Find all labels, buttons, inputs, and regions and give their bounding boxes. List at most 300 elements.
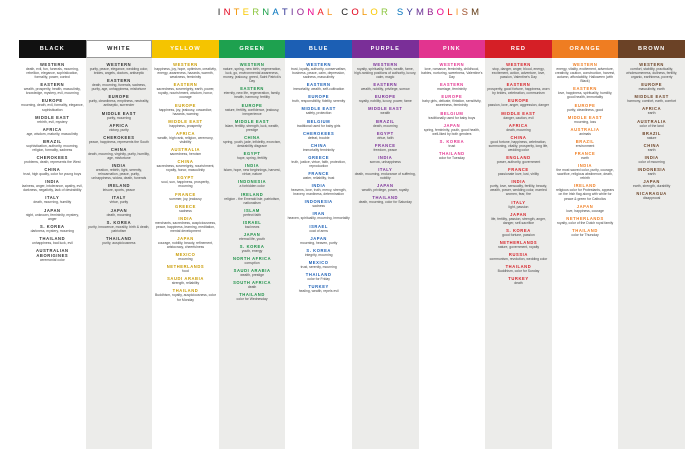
region-name: INDONESIA <box>637 166 666 172</box>
title-letter: N <box>307 7 318 18</box>
region-name: ITALY <box>511 199 526 205</box>
region-meaning: death, mourning, virginity, purity, humility, age, misfortune <box>88 151 150 160</box>
region-meaning: laziness, anger, intolerance, apathy, evil, darkness, negativity, lack of desirability <box>21 184 83 193</box>
region-meaning: death <box>247 285 257 290</box>
list-item <box>620 119 683 128</box>
region-meaning: peace, happiness, represents the South <box>88 139 149 144</box>
region-meaning: love, romance, femininity, childhood, babies, nurturing, sweetness, Valentine's Day <box>421 67 483 80</box>
list-item <box>287 106 350 115</box>
region-name: WESTERN <box>439 62 465 67</box>
list-item <box>287 199 350 208</box>
list-item <box>221 268 284 277</box>
region-name: AFRICA <box>642 106 662 112</box>
list-item <box>88 208 151 217</box>
region-name: BRAZIL <box>42 138 62 144</box>
region-name: ISRAEL <box>242 219 262 225</box>
column-body <box>352 58 419 449</box>
region-meaning: safety, protection <box>305 111 332 116</box>
region-name: FRANCE <box>574 150 596 156</box>
column-header: YELLOW <box>152 40 219 58</box>
column-yellow <box>152 40 219 449</box>
column-body <box>86 58 153 449</box>
list-item <box>554 183 617 200</box>
list-item <box>21 224 84 233</box>
title-letter: O <box>370 7 381 18</box>
region-name: IRELAND <box>107 183 131 189</box>
region-meaning: leisure, sports, peace <box>102 188 135 193</box>
region-meaning: nature, government, royalty <box>497 244 540 249</box>
region-name: JAPAN <box>443 122 461 128</box>
region-meaning: communism, revolution, wedding color <box>489 256 548 261</box>
region-name: AUSTRALIAN ABORIGINES <box>35 247 69 258</box>
region-name: EUROPE <box>41 98 63 104</box>
region-meaning: wealth, prosperity, health, masculinity, knowledge, mystery, evil, mourning <box>23 87 81 96</box>
list-item <box>620 94 683 103</box>
region-name: FRANCE <box>374 142 396 148</box>
region-name: EUROPE <box>508 98 529 104</box>
region-meaning: marriage, femininity <box>437 87 467 92</box>
column-blue <box>285 40 352 449</box>
list-item <box>287 248 350 257</box>
region-meaning: Islam, fertility, strength, luck, wealth, prestige <box>224 123 280 132</box>
region-name: BELGIUM <box>440 110 464 116</box>
region-name: MIDDLE EAST <box>301 106 336 112</box>
region-name: S. KOREA <box>40 223 65 229</box>
region-name: WESTERN <box>106 62 132 67</box>
region-name: IRAN <box>312 211 325 217</box>
list-item <box>287 236 350 245</box>
region-meaning: soul, sun, happiness, prosperity, mourning <box>161 180 210 189</box>
region-meaning: healing, wealth, repels evil <box>298 288 339 293</box>
region-meaning: life, fertility, passion, strength, anger, danger, self-sacrifice <box>491 216 546 225</box>
region-name: CHINA <box>110 146 127 152</box>
region-meaning: mourning <box>178 257 193 262</box>
region-name: WESTERN <box>306 62 331 67</box>
region-meaning: courage, nobility, beauty, refinement, aristocracy, cheerfulness <box>157 240 214 250</box>
title-letter: A <box>317 7 327 18</box>
list-item <box>221 244 284 253</box>
list-item <box>21 62 84 79</box>
region-name: EUROPE <box>108 94 130 100</box>
region-name: CHINA <box>510 134 527 140</box>
column-header: BLUE <box>285 40 352 58</box>
list-item <box>21 179 84 192</box>
region-meaning: color for Tuesday <box>438 155 465 160</box>
list-item <box>154 204 217 213</box>
list-item <box>88 220 151 233</box>
list-item <box>554 86 617 99</box>
list-item <box>421 123 484 136</box>
region-meaning: traditionally used for baby boys <box>428 115 476 120</box>
region-meaning: traditional used for baby girls <box>296 123 341 128</box>
list-item <box>287 211 350 220</box>
region-name: WESTERN <box>572 62 598 67</box>
region-meaning: purity, auspiciousness <box>102 240 136 245</box>
region-name: INDONESIA <box>238 179 267 185</box>
list-item <box>354 195 417 204</box>
region-name: EASTERN <box>573 86 597 92</box>
region-meaning: trust, high quality, color for young boys <box>23 172 82 177</box>
list-item <box>354 131 417 140</box>
list-item <box>154 236 217 249</box>
region-name: SAUDI ARABIA <box>233 268 271 274</box>
list-item <box>221 103 284 116</box>
region-name: INDIA <box>577 163 593 169</box>
list-item <box>88 163 151 180</box>
region-meaning: heaven, spirituality, mourning, immortality <box>287 216 350 221</box>
region-name: THAILAND <box>372 195 399 201</box>
column-brown <box>618 40 685 449</box>
region-name: EUROPE <box>374 94 396 100</box>
region-meaning: royalty, nobility, luxury, power, fame <box>358 99 412 104</box>
list-item <box>88 123 151 132</box>
region-name: FRANCE <box>308 171 329 177</box>
region-name: AFRICA <box>508 122 528 128</box>
region-name: WESTERN <box>239 62 265 67</box>
region-meaning: death, mourning, funerals, sadness, purity, age, unhappiness, misfortune <box>91 83 147 92</box>
list-item <box>487 135 550 152</box>
title-letter: I <box>290 7 297 18</box>
region-name: WESTERN <box>639 62 664 67</box>
region-name: THAILAND <box>572 227 598 233</box>
list-item <box>21 139 84 152</box>
region-name: INDIA <box>45 179 60 185</box>
region-name: MIDDLE EAST <box>101 110 137 116</box>
region-name: GREECE <box>308 154 330 160</box>
list-item <box>620 82 683 91</box>
region-meaning: creation, rebirth, light, serenity, reincarnation, peace, purity, unhappiness, widow, death, funerals <box>91 168 147 181</box>
list-item <box>221 163 284 176</box>
color-table <box>19 40 685 449</box>
region-name: MIDDLE EAST <box>567 114 603 120</box>
region-name: BRAZIL <box>375 118 395 124</box>
list-item <box>554 163 617 180</box>
list-item <box>487 276 550 285</box>
region-meaning: earth <box>647 147 656 152</box>
region-meaning: coat of arms <box>309 228 328 233</box>
list-item <box>154 288 217 301</box>
region-name: JAPAN <box>243 231 261 237</box>
page-title <box>0 7 700 18</box>
list-item <box>354 82 417 91</box>
region-meaning: earth, strength, durability <box>632 184 671 189</box>
list-item <box>154 62 217 79</box>
region-meaning: bad news <box>244 224 260 229</box>
list-item <box>221 119 284 132</box>
column-body <box>219 58 286 449</box>
region-meaning: comfort, stability, practicality, wholesomeness, dullness, fertility, organic, earthiness, poverty <box>626 67 678 80</box>
region-name: IRELAND <box>573 183 597 189</box>
region-name: NETHERLANDS <box>166 264 205 270</box>
region-meaning: religion - the Emerald isle, patriotism, nationalism <box>224 196 280 205</box>
region-name: CHINA <box>643 142 660 148</box>
list-item <box>154 131 217 144</box>
list-item <box>287 284 350 293</box>
region-name: EASTERN <box>240 86 264 92</box>
region-meaning: hope, spring, fertility <box>236 156 268 161</box>
region-name: MEXICO <box>308 259 329 265</box>
region-meaning: color for Wednesday <box>236 297 268 302</box>
region-meaning: color of mourning <box>638 159 665 164</box>
list-item <box>487 123 550 132</box>
region-meaning: wealth, prestige <box>240 273 264 278</box>
list-item <box>21 167 84 176</box>
region-name: MIDDLE EAST <box>501 110 536 116</box>
region-name: INDIA <box>178 215 193 221</box>
list-item <box>287 94 350 103</box>
region-meaning: eternal life, youth <box>239 236 265 241</box>
region-name: EASTERN <box>40 82 65 88</box>
region-meaning: purity, cleanliness, good <box>566 107 604 112</box>
list-item <box>487 240 550 249</box>
region-name: CHEROKEES <box>303 130 335 136</box>
region-name: CHINA <box>177 159 194 165</box>
list-item <box>421 151 484 160</box>
list-item <box>620 167 683 176</box>
region-name: JAPAN <box>110 207 128 213</box>
region-meaning: nature <box>646 135 657 140</box>
list-item <box>287 272 350 281</box>
region-name: S. KOREA <box>506 227 531 233</box>
region-meaning: darkness, mystery, mourning <box>30 228 74 233</box>
region-name: S. KOREA <box>106 219 132 225</box>
title-letter: T <box>281 7 291 18</box>
region-meaning: unhappiness, bad luck, evil <box>31 240 73 245</box>
region-meaning: rebirth, evil, mystery <box>37 119 68 124</box>
title-letter: O <box>296 7 308 18</box>
list-item <box>21 115 84 124</box>
region-meaning: purity, innocence, morality, birth & death, patriotism <box>88 224 150 233</box>
region-name: MIDDLE EAST <box>634 94 669 100</box>
region-meaning: sadness <box>312 204 325 209</box>
region-meaning: religious color for Protestants, appears on the Irish flag along with white for peace & green for Catholics <box>556 188 615 201</box>
list-item <box>221 86 284 99</box>
region-name: NORTH AFRICA <box>232 256 272 262</box>
region-name: TURKEY <box>308 283 329 289</box>
list-item <box>354 143 417 152</box>
list-item <box>221 62 284 83</box>
list-item <box>287 155 350 168</box>
region-name: EUROPE <box>641 82 663 88</box>
list-item <box>88 147 151 160</box>
region-meaning: death, mourning <box>106 212 132 217</box>
list-item <box>154 175 217 188</box>
list-item <box>354 155 417 164</box>
list-item <box>154 82 217 99</box>
list-item <box>287 119 350 128</box>
list-item <box>21 98 84 111</box>
title-letter: M <box>416 7 428 18</box>
region-meaning: love, happiness, courage <box>566 208 604 213</box>
region-meaning: environment <box>575 143 595 148</box>
title-letter: L <box>326 7 336 18</box>
region-name: WESTERN <box>39 62 65 67</box>
list-item <box>487 228 550 237</box>
list-item <box>154 147 217 156</box>
title-letter: M <box>471 7 483 18</box>
column-header: PINK <box>419 40 486 58</box>
region-name: EUROPE <box>441 94 463 100</box>
region-name: NICARAGUA <box>636 191 667 197</box>
title-letter: I <box>217 7 224 18</box>
region-meaning: earth <box>647 111 656 116</box>
column-header: GREEN <box>219 40 286 58</box>
list-item <box>487 98 550 107</box>
region-meaning: death, mourning <box>373 123 398 128</box>
region-name: ITALY <box>378 166 393 172</box>
list-item <box>88 78 151 91</box>
region-meaning: strength, reliability <box>171 281 200 286</box>
region-name: SOUTH AFRICA <box>233 280 272 286</box>
region-meaning: Islam, hope, new beginnings, harvest, virtue, nature <box>223 168 281 177</box>
list-item <box>221 280 284 289</box>
title-letter: C <box>341 7 352 18</box>
region-meaning: food <box>182 269 189 274</box>
list-item <box>88 195 151 204</box>
list-item <box>154 264 217 273</box>
region-name: NETHERLANDS <box>566 215 604 221</box>
region-meaning: eternity, new life, regeneration, family, health, harmony, fertility <box>223 91 281 100</box>
region-meaning: wealth <box>380 111 391 116</box>
region-name: EASTERN <box>373 82 398 88</box>
region-meaning: merchants, sacredness, auspiciousness, peace, happiness, learning, meditation, mental development <box>154 220 217 233</box>
list-item <box>554 216 617 225</box>
list-item <box>354 106 417 115</box>
column-body <box>419 58 486 449</box>
region-name: S. KOREA <box>239 243 265 249</box>
list-item <box>88 111 151 120</box>
region-name: CHINA <box>310 142 327 148</box>
region-meaning: prosperity, good fortune, happiness, worn by brides, celebration, communism <box>487 87 550 96</box>
list-item <box>21 155 84 164</box>
region-meaning: wealth, high rank, religion, ceremony, visibility <box>157 135 214 144</box>
list-item <box>620 62 683 79</box>
region-meaning: summer, joy, jealousy <box>169 196 202 201</box>
region-name: AFRICA <box>175 130 196 136</box>
list-item <box>21 82 84 95</box>
region-name: GREECE <box>175 203 196 209</box>
column-pink <box>419 40 486 449</box>
region-meaning: nature, spring, new birth, regeneration, luck, go, environmental awareness, money, jealousy, greed, Saint Patrick's Day <box>222 67 282 84</box>
region-name: EGYPT <box>376 130 394 136</box>
list-item <box>620 131 683 140</box>
title-letter: E <box>242 7 253 18</box>
region-name: MIDDLE EAST <box>35 114 70 120</box>
region-name: NETHERLANDS <box>499 239 538 245</box>
region-name: EGYPT <box>243 151 261 157</box>
region-meaning: happiness, joy, hope, optimism, creativity, energy, awareness, hazards, warmth, weakness, femininity <box>154 67 217 80</box>
region-meaning: trust, serenity, mourning <box>300 264 337 269</box>
region-meaning: energy, vitality, excitement, adventure, creativity, caution, construction, harvest, autumn, affordability, Halloween (with Black) <box>555 67 616 84</box>
list-item <box>88 236 151 245</box>
region-name: JAPAN <box>510 211 527 217</box>
region-name: THAILAND <box>39 235 66 241</box>
list-item <box>554 151 617 160</box>
region-meaning: death, mourning, humility <box>33 200 72 205</box>
region-name: INDIA <box>111 163 126 169</box>
list-item <box>287 143 350 152</box>
region-meaning: power, authority, government <box>496 160 541 165</box>
region-meaning: wealth, privilege, power, royalty <box>361 188 409 193</box>
region-name: CHEROKEES <box>103 134 135 140</box>
column-header: PURPLE <box>352 40 419 58</box>
list-item <box>354 167 417 180</box>
title-letter: R <box>252 7 263 18</box>
region-meaning: the most sacred color, purity, courage, sacrifice, religious abstinence, death, rebirth <box>556 168 614 181</box>
region-meaning: night, unknown, femininity, mystery, anger <box>25 212 79 221</box>
region-meaning: purity, cleanliness, emptiness, neutrality, antiseptic, surrender <box>88 99 150 108</box>
list-item <box>554 204 617 213</box>
region-meaning: happiness, prosperity <box>169 123 202 128</box>
region-name: THAILAND <box>106 235 132 241</box>
region-meaning: death, mourning, endurance of suffering, nobility <box>354 171 416 181</box>
region-name: RUSSIA <box>508 251 528 257</box>
region-name: EUROPE <box>308 94 330 100</box>
region-meaning: disapproval <box>642 196 661 201</box>
region-meaning: animals <box>579 131 591 136</box>
region-name: EASTERN <box>439 82 464 88</box>
region-name: BRAZIL <box>575 138 595 144</box>
region-meaning: purity, mourning <box>106 115 131 120</box>
region-meaning: passion, love, anger, aggression, danger <box>487 103 549 108</box>
column-orange <box>552 40 619 449</box>
region-meaning: perfect faith <box>243 212 261 217</box>
region-meaning: mourning, death, evil, formality, elegance, sophistication <box>21 103 84 112</box>
list-item <box>620 179 683 188</box>
list-item <box>421 82 484 91</box>
list-item <box>554 103 617 112</box>
region-name: MIDDLE EAST <box>368 106 403 112</box>
region-meaning: sacredness, sovereignty, earth, power, royalty, nourishment, wisdom, honor, courage <box>156 87 215 100</box>
title-letter: B <box>427 7 437 18</box>
region-meaning: immortality femininity <box>302 147 335 152</box>
region-meaning: royalty, color of the Dutch royal family <box>556 220 614 225</box>
region-meaning: freedom, peace <box>373 147 398 152</box>
region-meaning: wealth, nobility, privilege, sorrow <box>360 87 410 92</box>
title-letter: S <box>461 7 472 18</box>
list-item <box>554 139 617 148</box>
region-name: AUSTRALIA <box>570 126 600 132</box>
region-name: EASTERN <box>506 82 531 88</box>
region-meaning: death, mourning <box>506 127 531 132</box>
region-meaning: baby girls, delicate, flirtation, sensitivity, sweetness, femininity <box>422 99 482 108</box>
region-meaning: color of the land <box>639 123 664 128</box>
region-meaning: Buddhism, royalty, auspiciousness, color for Monday <box>154 293 216 302</box>
region-meaning: earth <box>581 155 589 160</box>
list-item <box>154 103 217 116</box>
region-meaning: age, wisdom, maturity, masculinity <box>26 131 78 136</box>
list-item <box>154 159 217 172</box>
region-meaning: death <box>514 281 523 286</box>
title-letter: L <box>361 7 371 18</box>
region-name: INDIA <box>378 154 393 160</box>
title-letter: N <box>262 7 273 18</box>
region-name: MEXICO <box>175 252 196 258</box>
list-item <box>354 62 417 79</box>
list-item <box>21 248 84 262</box>
list-item <box>221 192 284 205</box>
region-name: EUROPE <box>175 102 196 108</box>
region-meaning: Buddhism, color for Sunday <box>497 269 540 274</box>
list-item <box>287 131 350 140</box>
region-name: JAPAN <box>177 235 194 241</box>
region-meaning: heavens, love, truth, mercy, strength, bravery, manliness, determination <box>290 188 347 197</box>
list-item <box>421 62 484 79</box>
region-meaning: nature, fertility, confidence, jealousy, inexperience <box>224 107 280 116</box>
region-name: INDIA <box>511 179 526 185</box>
column-body <box>618 58 685 449</box>
region-meaning: harmony, comfort, earth, comfort <box>627 99 677 104</box>
